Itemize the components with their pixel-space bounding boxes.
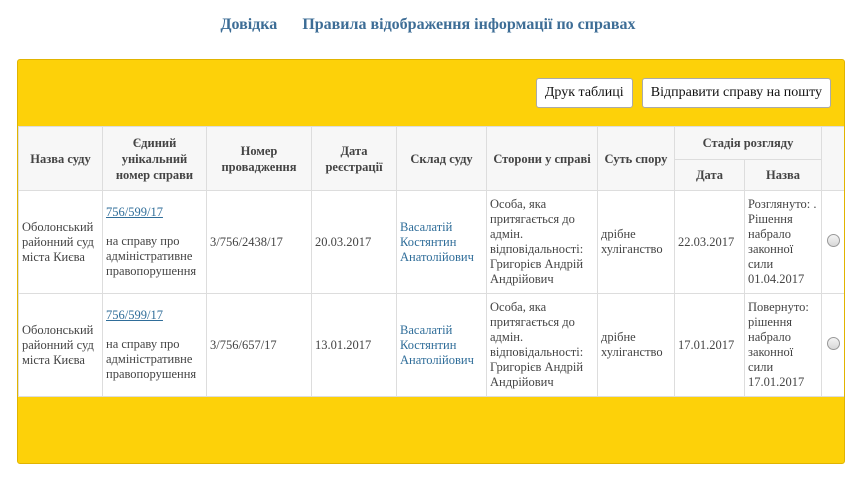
toolbar (532, 78, 831, 108)
row-select-radio[interactable] (827, 234, 840, 247)
case-number-link[interactable]: 756/599/17 (106, 308, 163, 322)
court-cell: Оболонський районний суд міста Києва (19, 191, 103, 294)
display-rules-link[interactable]: Правила відображення інформації по справах (302, 16, 636, 33)
court-cell: Оболонський районний суд міста Києва (19, 294, 103, 397)
header-stage-date: Дата (675, 160, 745, 191)
judge-cell (397, 191, 487, 294)
case-number-cell (103, 294, 207, 397)
cases-panel (17, 59, 845, 464)
cases-table (18, 126, 845, 397)
select-cell (822, 294, 845, 397)
case-type-text: на справу про адміністративне правопорушення (106, 234, 197, 278)
stage-name-cell: Розглянуто: . Рішення набрало законної сили 01.04.2017 (745, 191, 822, 294)
reg-date-cell: 13.01.2017 (312, 294, 397, 397)
header-reg-date: Дата реєстрації (312, 127, 397, 191)
parties-cell: Особа, яка притягається до адмін. відповідальності: Григорієв Андрій Андрійович (487, 294, 598, 397)
proceeding-number-cell: 3/756/657/17 (207, 294, 312, 397)
case-number-link[interactable]: 756/599/17 (106, 205, 163, 219)
print-table-button[interactable]: Друк таблиці (536, 78, 633, 108)
header-composition: Склад суду (397, 127, 487, 191)
judge-cell (397, 294, 487, 397)
judge-link[interactable]: Васалатій Костянтин Анатолійович (400, 219, 474, 264)
subject-cell: дрібне хуліганство (598, 191, 675, 294)
header-subject: Суть спору (598, 127, 675, 191)
row-select-radio[interactable] (827, 337, 840, 350)
parties-cell: Особа, яка притягається до адмін. відповідальності: Григорієв Андрій Андрійович (487, 191, 598, 294)
help-link[interactable]: Довідка (220, 16, 278, 33)
header-stage-name: Назва (745, 160, 822, 191)
top-links (0, 14, 856, 34)
reg-date-cell: 20.03.2017 (312, 191, 397, 294)
table-row (19, 294, 845, 397)
stage-date-cell: 17.01.2017 (675, 294, 745, 397)
subject-cell: дрібне хуліганство (598, 294, 675, 397)
case-number-cell (103, 191, 207, 294)
header-select (822, 127, 845, 191)
judge-link[interactable]: Васалатій Костянтин Анатолійович (400, 322, 474, 367)
stage-date-cell: 22.03.2017 (675, 191, 745, 294)
header-parties: Сторони у справі (487, 127, 598, 191)
header-proceeding-number: Номер провадження (207, 127, 312, 191)
table-row (19, 191, 845, 294)
header-court: Назва суду (19, 127, 103, 191)
case-type-text: на справу про адміністративне правопорушення (106, 337, 197, 381)
header-case-number: Єдиний унікальний номер справи (103, 127, 207, 191)
proceeding-number-cell: 3/756/2438/17 (207, 191, 312, 294)
stage-name-cell: Повернуто: рішення набрало законної сили 17.01.2017 (745, 294, 822, 397)
header-stage: Стадія розгляду (675, 127, 822, 160)
send-case-email-button[interactable]: Відправити справу на пошту (642, 78, 831, 108)
select-cell (822, 191, 845, 294)
